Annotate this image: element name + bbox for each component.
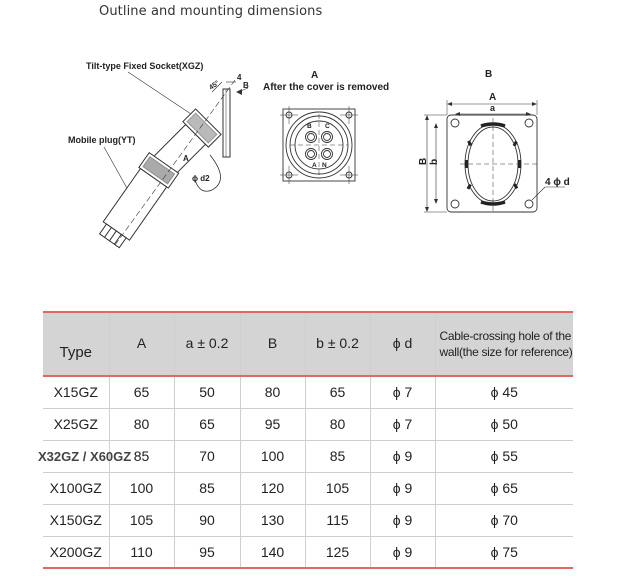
table-row [43,472,573,504]
label-a-arrow: A [183,154,189,163]
dim-a-upper: A [489,92,497,103]
label-socket: Tilt-type Fixed Socket(XGZ) [86,61,204,71]
cell-phi-d: ϕ 9 [370,440,435,472]
cell-phi-d: ϕ 7 [370,376,435,408]
header-cable-hole: Cable-crossing hole of the wall(the size for reference) [435,312,573,376]
cell-a-upper: 105 [109,504,174,536]
table-header-row [43,312,573,376]
cell-a-lower: 90 [174,504,240,536]
cell-phi-d: ϕ 7 [370,408,435,440]
cell-type: X15GZ [43,376,109,408]
side-view-drawing [68,61,249,251]
pin-a-label: A [312,162,317,169]
cell-a-lower: 50 [174,376,240,408]
cell-cable-hole: ϕ 50 [435,408,573,440]
technical-drawings [0,40,625,270]
cell-phi-d: ϕ 9 [370,536,435,568]
pin-n-label: N [322,162,327,169]
dimensions-table [38,311,573,569]
pin-b-label: B [307,123,312,130]
header-a-upper: A [109,312,174,376]
cell-b-upper: 95 [240,408,305,440]
cell-b-lower: 85 [305,440,370,472]
cell-a-upper: 85 [109,440,174,472]
view-b-drawing [418,69,570,212]
table-row [43,536,573,568]
cell-cable-hole: ϕ 75 [435,536,573,568]
pin-c-label: C [325,123,330,130]
cell-b-lower: 80 [305,408,370,440]
cell-type: X200GZ [43,536,109,568]
dim-b-lower: b [429,158,440,165]
label-4: 4 [237,73,242,82]
table-row [43,440,573,472]
cell-b-upper: 130 [240,504,305,536]
cell-b-upper: 140 [240,536,305,568]
cell-a-upper: 65 [109,376,174,408]
view-a-drawing [263,70,389,184]
table-row [43,504,573,536]
cell-a-lower: 95 [174,536,240,568]
cell-a-upper: 110 [109,536,174,568]
label-d2: ϕ d2 [192,174,210,183]
cell-cable-hole: ϕ 65 [435,472,573,504]
label-plug: Mobile plug(YT) [68,135,136,145]
cell-type: X150GZ [43,504,109,536]
cell-type: X32GZ / X60GZ [38,440,104,472]
cell-b-lower: 65 [305,376,370,408]
hole-label: 4 ϕ d [545,177,570,188]
dim-a-lower: a [490,103,496,113]
cell-a-upper: 80 [109,408,174,440]
table-row [43,376,573,408]
cell-a-lower: 85 [174,472,240,504]
header-b-upper: B [240,312,305,376]
cell-b-upper: 120 [240,472,305,504]
cell-type: X100GZ [43,472,109,504]
cell-cable-hole: ϕ 45 [435,376,573,408]
cell-b-lower: 125 [305,536,370,568]
cell-b-upper: 80 [240,376,305,408]
cell-a-lower: 70 [174,440,240,472]
view-a-subheading: After the cover is removed [263,82,390,93]
cell-cable-hole: ϕ 55 [435,440,573,472]
header-phi-d: ϕ d [370,312,435,376]
label-b-arrow: B [243,81,249,90]
label-angle: 45° [208,79,221,92]
cell-a-upper: 100 [109,472,174,504]
page-title: Outline and mounting dimensions [99,4,323,19]
cell-a-lower: 65 [174,408,240,440]
view-a-heading: A [311,70,319,81]
cell-b-lower: 105 [305,472,370,504]
dim-b-upper: B [418,157,429,165]
cell-cable-hole: ϕ 70 [435,504,573,536]
header-type: Type [43,312,109,376]
view-b-heading: B [485,69,493,80]
table-row [43,408,573,440]
cell-b-upper: 100 [240,440,305,472]
cell-phi-d: ϕ 9 [370,472,435,504]
cell-phi-d: ϕ 9 [370,504,435,536]
header-b-lower: b ± 0.2 [305,312,370,376]
cell-b-lower: 115 [305,504,370,536]
header-a-lower: a ± 0.2 [174,312,240,376]
cell-type: X25GZ [43,408,109,440]
